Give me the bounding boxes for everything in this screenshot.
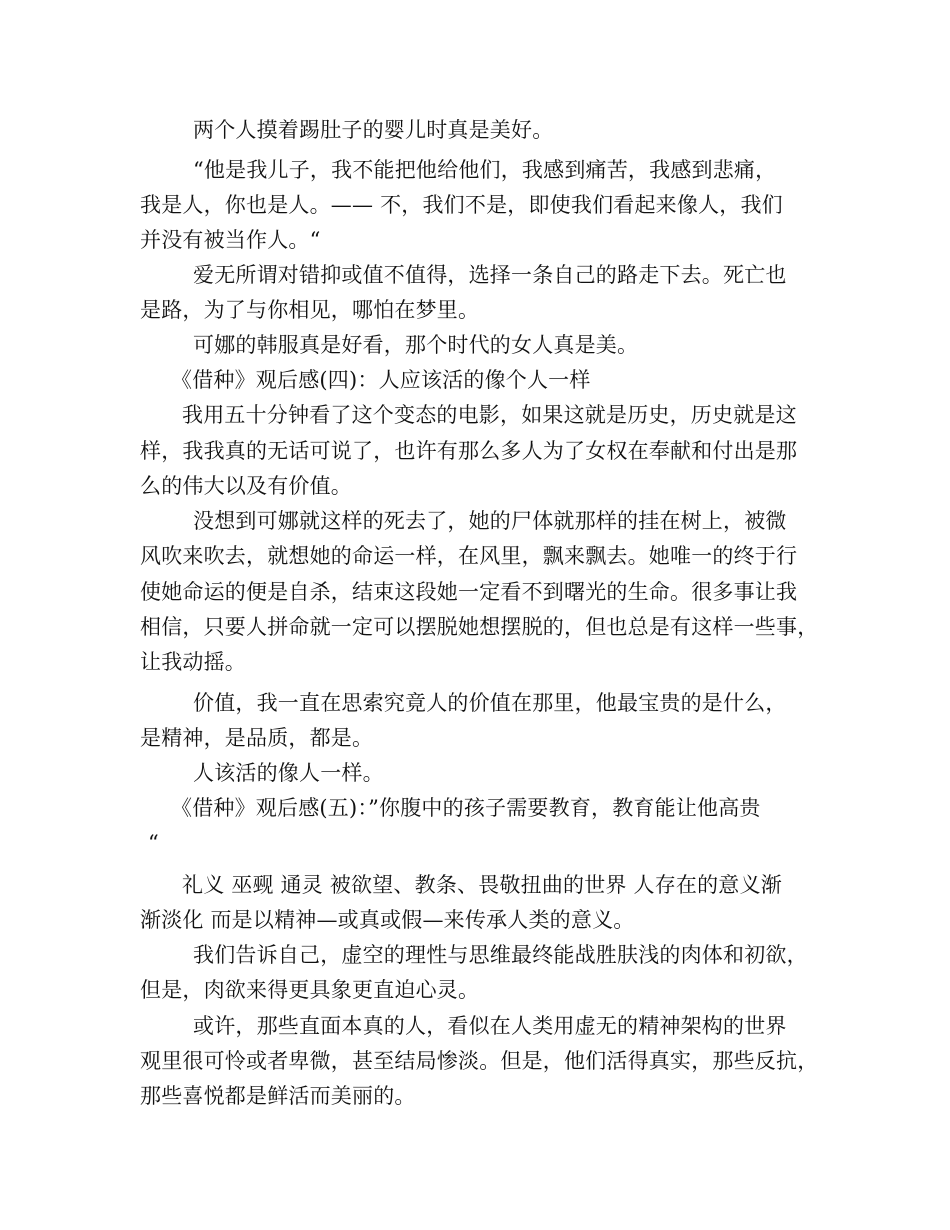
text-line: 风吹来吹去，就想她的命运一样，在风里，飘来飘去。她唯一的终于行	[140, 544, 798, 568]
text-line: 使她命运的便是自杀，结束这段她一定看不到曙光的生命。很多事让我	[140, 580, 798, 604]
text-line: 我用五十分钟看了这个变态的电影，如果这就是历史，历史就是这	[182, 403, 797, 427]
text-line: 或许，那些直面本真的人，看似在人类用虚无的精神架构的世界	[193, 1014, 787, 1038]
text-line: 可娜的韩服真是好看，那个时代的女人真是美。	[193, 333, 639, 357]
text-line: 样，我我真的无话可说了，也许有那么多人为了女权在奉献和付出是那	[140, 439, 798, 463]
text-line: 渐淡化 而是以精神—或真或假—来传承人类的意义。	[140, 908, 635, 932]
text-line: 是路，为了与你相见，哪怕在梦里。	[140, 298, 480, 322]
text-line: 人该活的像人一样。	[193, 761, 384, 785]
text-line: 让我动摇。	[140, 650, 246, 674]
section-heading: 《借种》观后感(五)：”你腹中的孩子需要教育，教育能让他高贵	[171, 796, 761, 820]
text-line: 我们告诉自己，虚空的理性与思维最终能战胜肤浅的肉体和初欲，	[193, 943, 808, 967]
text-line: 礼义 巫觋 通灵 被欲望、教条、畏敬扭曲的世界 人存在的意义渐	[182, 873, 782, 897]
text-line: 但是，肉欲来得更具象更直迫心灵。	[140, 978, 480, 1002]
text-line: 两个人摸着踢肚子的婴儿时真是美好。	[193, 118, 554, 142]
text-line: “他是我儿子，我不能把他给他们，我感到痛苦，我感到悲痛，	[193, 158, 777, 182]
text-line: 我是人，你也是人。—— 不，我们不是，即使我们看起来像人，我们	[140, 193, 783, 217]
text-line: 是精神，是品质，都是。	[140, 726, 374, 750]
text-line: 价值，我一直在思索究竟人的价值在那里，他最宝贵的是什么，	[193, 691, 787, 715]
text-line: 观里很可怜或者卑微，甚至结局惨淡。但是，他们活得真实，那些反抗，	[140, 1049, 819, 1073]
text-line: 那些喜悦都是鲜活而美丽的。	[140, 1084, 416, 1108]
text-line: “	[148, 831, 159, 855]
text-line: 相信，只要人拼命就一定可以摆脱她想摆脱的，但也总是有这样一些事，	[140, 615, 819, 639]
text-line: 爱无所谓对错抑或值不值得，选择一条自己的路走下去。死亡也	[193, 263, 787, 287]
text-line: 没想到可娜就这样的死去了，她的尸体就那样的挂在树上，被微	[193, 509, 787, 533]
section-heading: 《借种》观后感(四)：人应该活的像个人一样	[171, 368, 591, 392]
text-line: 并没有被当作人。“	[140, 228, 321, 252]
text-line: 么的伟大以及有价值。	[140, 474, 352, 498]
